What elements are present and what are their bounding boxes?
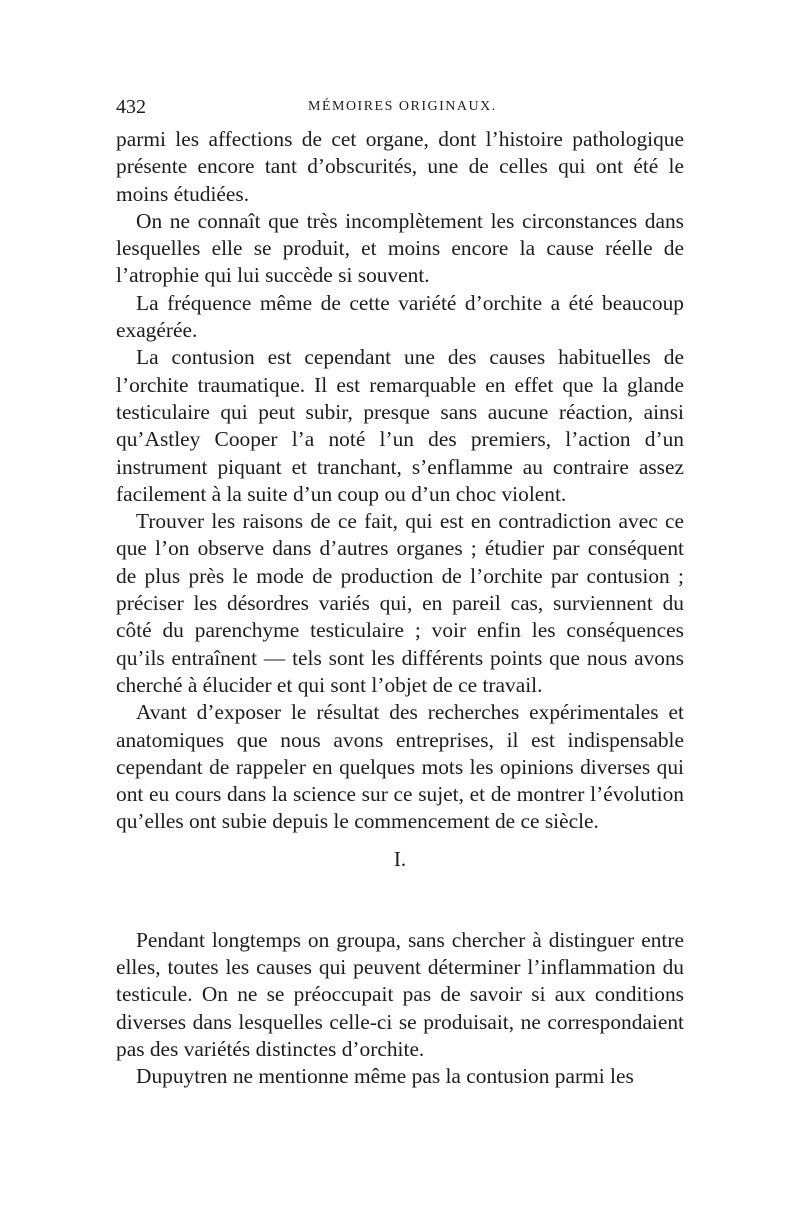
paragraph: La contusion est cependant une des causes habituelles de l’orchite traumatique. Il est remarquable en effet que la glande testiculaire qui peut subir, presque sans aucune réaction, ainsi qu’Astley Cooper l’a noté l’un des premiers, l’action d’un instrument piquant et tranchant, s’enflamme au contraire assez facilement à la suite d’un coup ou d’un choc violent. (116, 345, 684, 506)
paragraph: Pendant longtemps on groupa, sans chercher à distinguer entre elles, toutes les causes qui peuvent déterminer l’inflammation du testicule. On ne se préoccupait pas de savoir si aux conditions diverses dans lesquelles celle-ci se produisait, ne correspondaient pas des variétés distinctes d’orchite. (116, 927, 684, 1061)
running-head: MÉMOIRES ORIGINAUX. (308, 99, 497, 114)
paragraph-continuation: parmi les affections de cet organe, dont l’histoire pathologique présente encore tant d’obscurités, une de celles qui ont été le moins étudiées. (116, 127, 684, 206)
section-heading: I. (393, 846, 407, 871)
paragraph: Avant d’exposer le résultat des recherches expérimentales et anatomiques que nous avons entreprises, il est indispensable cependant de rappeler en quelques mots les opinions diverses qui ont eu cours dans la science sur ce sujet, et de montrer l’évolution qu’elles ont subie depuis le commencement de ce siècle. (116, 700, 684, 834)
page-header (116, 90, 684, 126)
paragraph: La fréquence même de cette variété d’orchite a été beaucoup exagérée. (116, 290, 684, 343)
paragraph: On ne connaît que très incomplètement les circonstances dans lesquelles elle se produit, et moins encore la cause réelle de l’atrophie qui lui succède si souvent. (116, 208, 684, 288)
page-number: 432 (116, 96, 146, 118)
paragraph: Trouver les raisons de ce fait, qui est en contradiction avec ce que l’on observe dans d’autres organes ; étudier par conséquent de plus près le mode de production de l’orchite par contusion ; préciser les désordres variés qui, en pareil cas, surviennent du côté du parenchyme testiculaire ; voir enfin les conséquences qu’ils entraînent — tels sont les différents points que nous avons cherché à élucider et qui sont l’objet de ce travail. (116, 509, 684, 697)
page (116, 90, 684, 1091)
paragraph: Dupuytren ne mentionne même pas la contusion parmi les (136, 1064, 634, 1089)
